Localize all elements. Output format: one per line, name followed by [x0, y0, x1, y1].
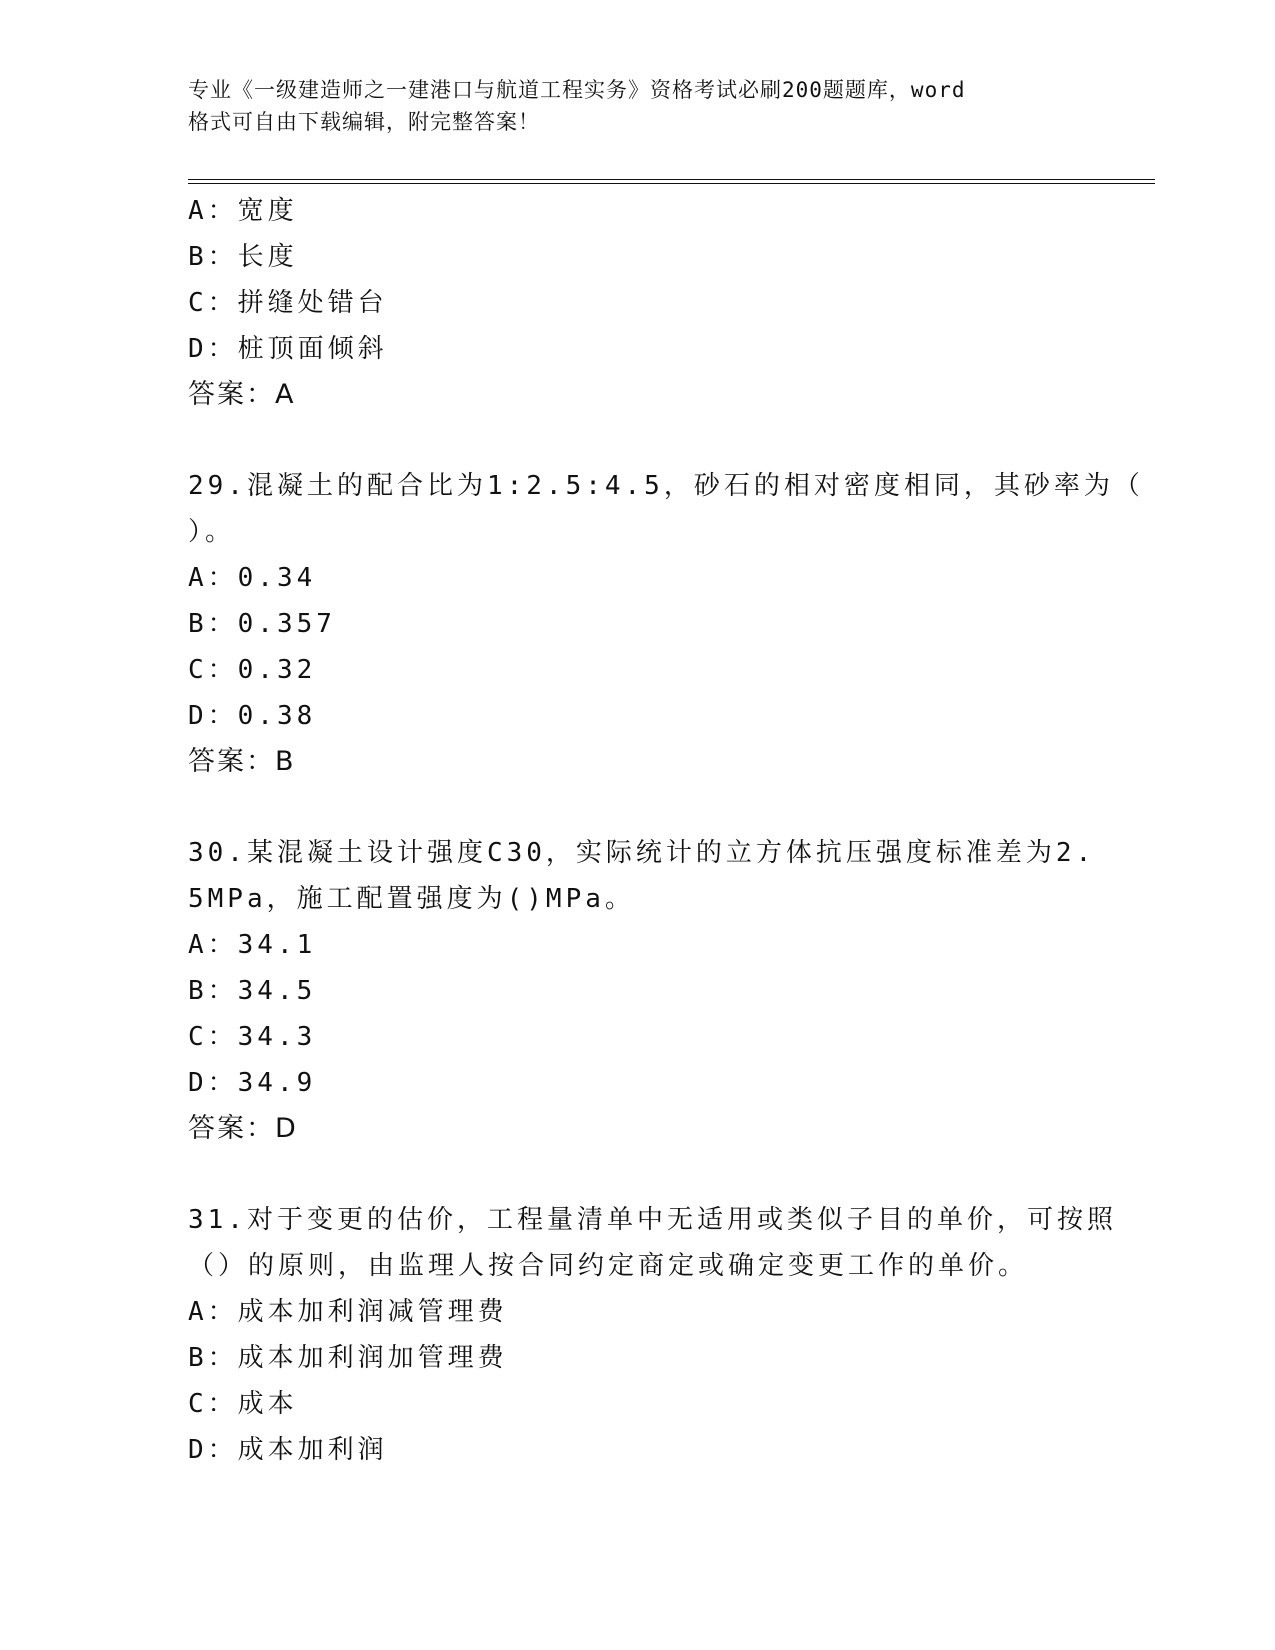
option-a: A：0.34	[188, 563, 317, 593]
answer: 答案：B	[188, 746, 296, 777]
question-stem-line-1: 30.某混凝土设计强度C30，实际统计的立方体抗压强度标准差为2.	[188, 838, 1096, 868]
option-a: A：宽度	[188, 196, 298, 226]
option-b: B：34.5	[188, 976, 317, 1006]
answer: 答案：A	[188, 379, 296, 410]
question-28	[188, 188, 1088, 418]
spacer	[188, 418, 1088, 463]
option-c: C：拼缝处错台	[188, 288, 388, 318]
question-29	[188, 463, 1144, 785]
question-stem-line-2: （）的原则，由监理人按合同约定商定或确定变更工作的单价。	[188, 1251, 1029, 1281]
question-stem-line-2: 5MPa，施工配置强度为()MPa。	[188, 884, 635, 914]
option-a: A：成本加利润减管理费	[188, 1297, 508, 1327]
question-list	[188, 188, 1144, 1473]
header-divider-top	[188, 179, 1155, 180]
question-stem-line-2: ）。	[188, 517, 236, 547]
question-30	[188, 830, 1096, 1152]
option-b: B：长度	[188, 242, 298, 272]
option-c: C：0.32	[188, 655, 317, 685]
option-b: B：成本加利润加管理费	[188, 1343, 508, 1373]
option-d: D：桩顶面倾斜	[188, 334, 388, 364]
option-c: C：成本	[188, 1389, 298, 1419]
answer: 答案：D	[188, 1113, 298, 1144]
question-stem-line-1: 31.对于变更的估价，工程量清单中无适用或类似子目的单价，可按照	[188, 1205, 1117, 1235]
option-d: D：34.9	[188, 1068, 317, 1098]
question-31	[188, 1197, 1117, 1473]
document-header	[188, 74, 1068, 138]
option-b: B：0.357	[188, 609, 336, 639]
header-line-1: 专业《一级建造师之一建港口与航道工程实务》资格考试必刷200题题库，word	[188, 78, 966, 102]
option-a: A：34.1	[188, 930, 317, 960]
question-stem-line-1: 29.混凝土的配合比为1:2.5:4.5，砂石的相对密度相同，其砂率为（	[188, 471, 1144, 501]
option-c: C：34.3	[188, 1022, 317, 1052]
option-d: D：成本加利润	[188, 1435, 388, 1465]
header-divider-bottom	[188, 183, 1155, 184]
spacer	[188, 785, 1088, 830]
option-d: D：0.38	[188, 701, 317, 731]
header-line-2: 格式可自由下载编辑，附完整答案！	[188, 110, 540, 134]
spacer	[188, 1152, 1088, 1197]
